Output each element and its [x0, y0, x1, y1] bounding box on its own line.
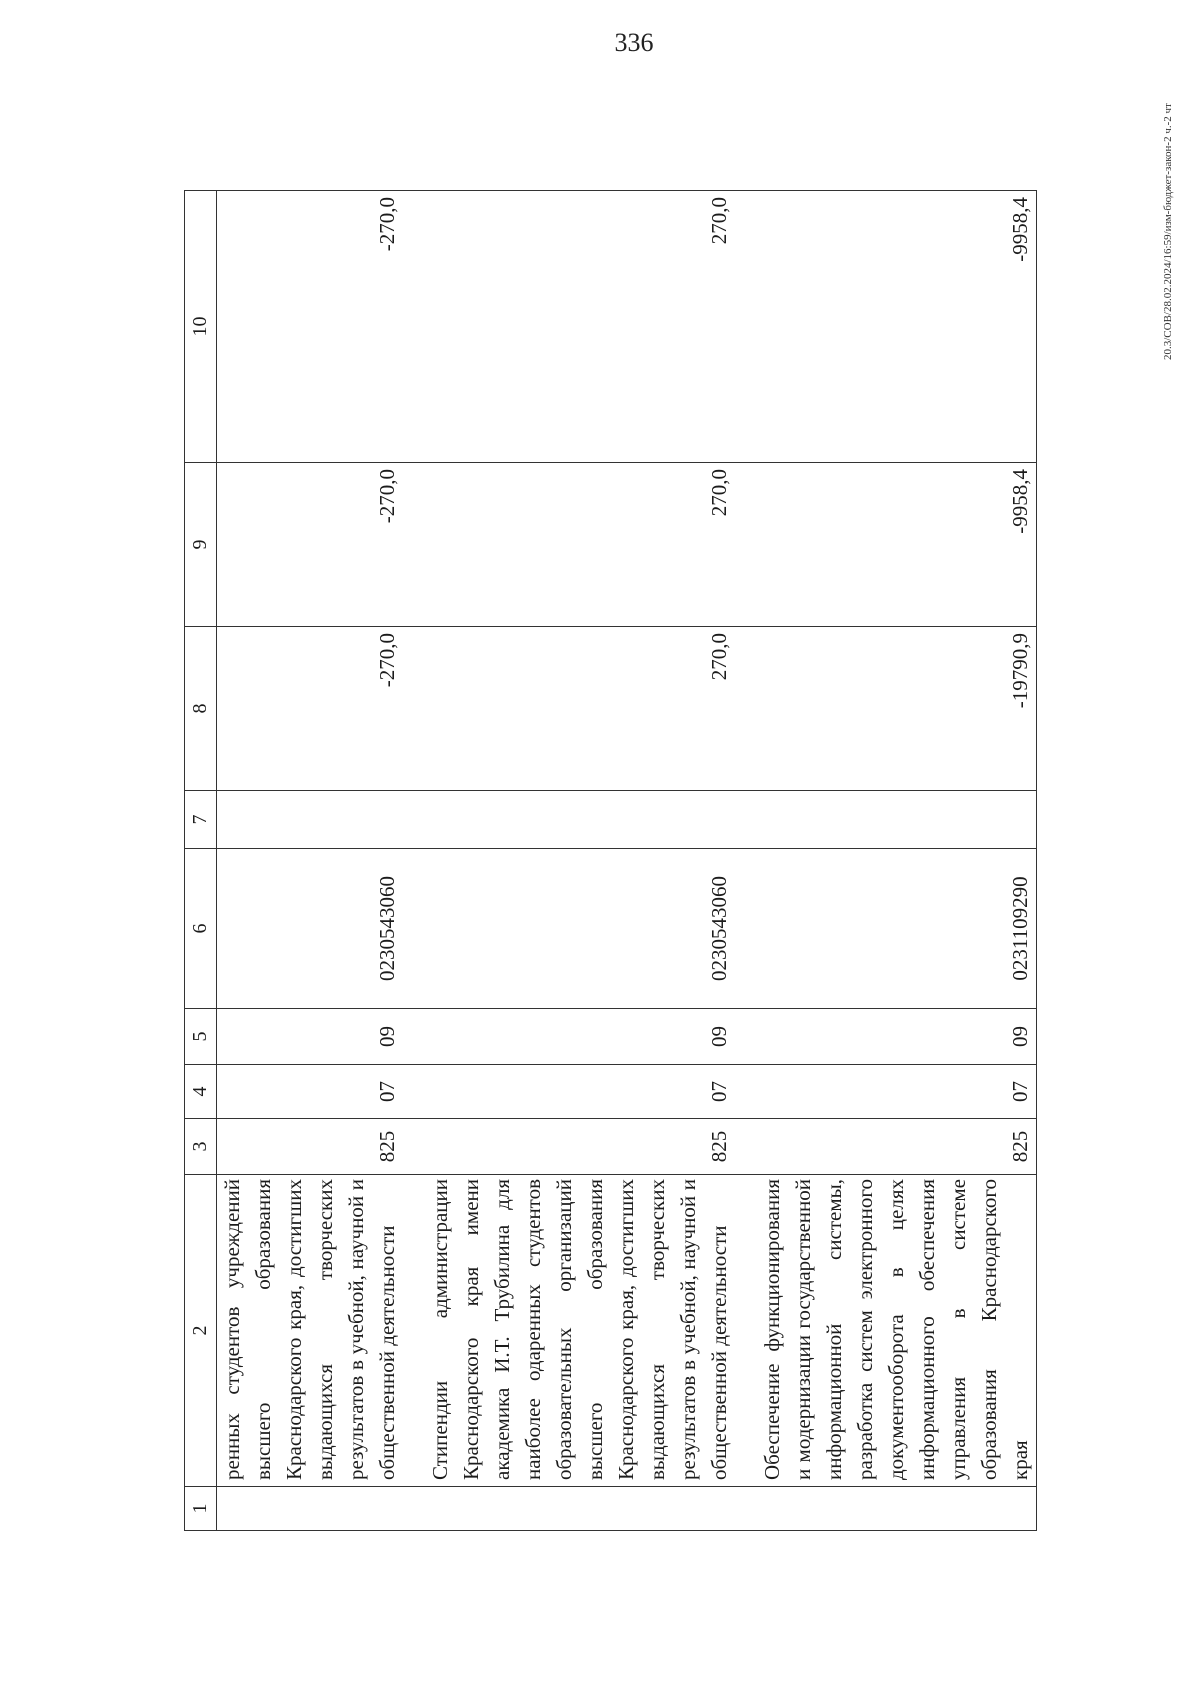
- section-cell: 07: [425, 1065, 735, 1119]
- column-header: 6: [185, 849, 217, 1009]
- code-cell: 825: [217, 1119, 404, 1175]
- expense-type-cell: [217, 791, 404, 849]
- amount-cell: 270,0: [425, 191, 735, 463]
- column-header: 1: [185, 1487, 217, 1531]
- column-header: 2: [185, 1175, 217, 1487]
- expense-type-cell: [425, 791, 735, 849]
- subsection-cell: 09: [425, 1009, 735, 1065]
- document-footer-note: 20.3/СОВ/28.02.2024/16:59/изм-бюджет-закон-2 ч.-2 чт: [1162, 103, 1174, 360]
- table-header-row: [185, 191, 217, 1531]
- target-article-cell: 0230543060: [217, 849, 404, 1009]
- table-row: [757, 191, 1037, 1531]
- section-cell: 07: [757, 1065, 1037, 1119]
- amount-cell: -9958,4: [757, 463, 1037, 627]
- row-number-cell: [757, 1487, 1037, 1531]
- subsection-cell: 09: [757, 1009, 1037, 1065]
- page-number: 336: [614, 28, 654, 57]
- amount-cell: -270,0: [217, 191, 404, 463]
- subsection-cell: 09: [217, 1009, 404, 1065]
- column-header: 3: [185, 1119, 217, 1175]
- section-cell: 07: [217, 1065, 404, 1119]
- amount-cell: -270,0: [217, 627, 404, 791]
- amount-cell: -9958,4: [757, 191, 1037, 463]
- code-cell: 825: [425, 1119, 735, 1175]
- description-cell: ренных студентов учреждений высшего образования Краснодарского края, достигших выдающихся творческих результатов в учебной, научной и общественной деятельности: [217, 1175, 404, 1487]
- row-number-cell: [425, 1487, 735, 1531]
- code-cell: 825: [757, 1119, 1037, 1175]
- target-article-cell: 0230543060: [425, 849, 735, 1009]
- amount-cell: 270,0: [425, 627, 735, 791]
- row-spacer: [403, 191, 425, 1531]
- row-spacer: [735, 191, 757, 1531]
- table-row: [217, 191, 404, 1531]
- column-header: 7: [185, 791, 217, 849]
- amount-cell: 270,0: [425, 463, 735, 627]
- amount-cell: -19790,9: [757, 627, 1037, 791]
- description-cell: Обеспечение функционирования и модернизации государственной информационной системы, разработка систем электронного документооборота в целях информационного обеспечения управления в системе образования Краснодарского края: [757, 1175, 1037, 1487]
- column-header: 5: [185, 1009, 217, 1065]
- expense-type-cell: [757, 791, 1037, 849]
- column-header: 4: [185, 1065, 217, 1119]
- column-header: 9: [185, 463, 217, 627]
- amount-cell: -270,0: [217, 463, 404, 627]
- column-header: 10: [185, 191, 217, 463]
- table-row: [425, 191, 735, 1531]
- budget-table: [184, 190, 1037, 1531]
- column-header: 8: [185, 627, 217, 791]
- description-cell: Стипендии администрации Краснодарского края имени академика И.Т. Трубилина для наиболее одаренных студентов образовательных организаций высшего образования Краснодарского края, достигших выдающихся творческих результатов в учебной, научной и общественной деятельности: [425, 1175, 735, 1487]
- row-number-cell: [217, 1487, 404, 1531]
- rotated-table-container: [184, 191, 1032, 1531]
- target-article-cell: 0231109290: [757, 849, 1037, 1009]
